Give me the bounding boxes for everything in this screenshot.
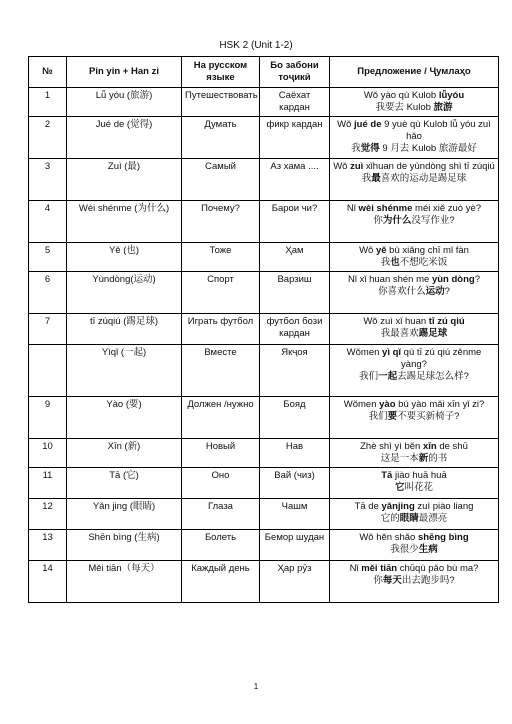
pinyin-cell: Xīn (新) [67, 439, 182, 468]
example-text: 我要去 Kulob [375, 102, 434, 113]
example-pinyin-line [333, 441, 495, 453]
pinyin-cell: Yǎn jing (眼睛) [67, 499, 182, 530]
table-header-row [29, 57, 499, 88]
example-text: 我 [380, 257, 391, 268]
pinyin-cell: tī zúqiú (踢足球) [67, 314, 182, 345]
example-text: Wǒ [337, 119, 355, 130]
row-number: 12 [29, 499, 67, 530]
example-text: Wǒ yào qù Kulob [363, 90, 439, 101]
russian-cell: Вместе [182, 345, 260, 397]
header-russian: На русском языке [182, 57, 260, 88]
table-body [29, 88, 499, 603]
row-number: 4 [29, 201, 67, 243]
example-hanzi-line [333, 411, 495, 423]
highlighted-word: 为什么 [382, 215, 412, 226]
table-row [29, 314, 499, 345]
example-text: 你 [373, 215, 383, 226]
example-cell [330, 117, 499, 159]
table-row [29, 88, 499, 117]
table-row [29, 530, 499, 561]
russian-cell: Почему? [182, 201, 260, 243]
example-text: 你 [373, 575, 383, 586]
example-pinyin-line [333, 203, 495, 215]
row-number [29, 345, 67, 397]
highlighted-word: měi tiān [361, 563, 398, 574]
table-row [29, 345, 499, 397]
highlighted-word: 眼睛 [399, 513, 419, 524]
example-text: Wǒ [333, 161, 351, 172]
highlighted-word: yǎnjing [381, 501, 415, 512]
pinyin-cell: Wèi shénme (为什么) [67, 201, 182, 243]
example-text: 我很少 [390, 544, 419, 555]
example-hanzi-line [333, 215, 495, 227]
highlighted-word: 觉得 [360, 143, 380, 154]
example-cell [330, 499, 499, 530]
highlighted-word: yùn dòng [431, 274, 475, 285]
example-pinyin-line [333, 501, 495, 513]
example-pinyin-line [333, 119, 495, 143]
example-cell [330, 314, 499, 345]
table-row [29, 397, 499, 439]
header-pinyin: Pin yin + Han zi [67, 57, 182, 88]
example-text: 叫花花 [404, 482, 434, 493]
example-text: bú yào mǎi xīn yǐ zi? [395, 399, 485, 410]
example-text: 我 [351, 143, 361, 154]
table-row [29, 243, 499, 272]
highlighted-word: shēng bìng [417, 532, 469, 543]
russian-cell: Глаза [182, 499, 260, 530]
pinyin-cell: Jué de (觉得) [67, 117, 182, 159]
row-number: 11 [29, 468, 67, 499]
tajik-cell: Якҷоя [260, 345, 330, 397]
table-row [29, 117, 499, 159]
tajik-cell: Барои чи? [260, 201, 330, 243]
tajik-cell: Нав [260, 439, 330, 468]
row-number: 10 [29, 439, 67, 468]
highlighted-word: jué de [354, 119, 382, 130]
russian-cell: Болеть [182, 530, 260, 561]
row-number: 9 [29, 397, 67, 439]
example-pinyin-line [333, 316, 495, 328]
tajik-cell: Саёхат кардан [260, 88, 330, 117]
example-hanzi-line [333, 575, 495, 587]
example-text: 它的 [380, 513, 400, 524]
example-text: chūqù pǎo bù ma? [397, 563, 479, 574]
tajik-cell: футбол бози кардан [260, 314, 330, 345]
example-text: méi xiě zuò yè? [412, 203, 482, 214]
russian-cell: Оно [182, 468, 260, 499]
highlighted-word: 每天 [382, 575, 402, 586]
example-text: Nǐ [349, 563, 362, 574]
example-text: 我 [361, 173, 372, 184]
example-cell [330, 88, 499, 117]
highlighted-word: yào [379, 399, 396, 410]
example-hanzi-line [333, 102, 495, 114]
pinyin-cell: Yě (也) [67, 243, 182, 272]
example-text: 不要买新椅子? [397, 411, 460, 422]
table-row [29, 159, 499, 201]
tajik-cell: Ҳам [260, 243, 330, 272]
example-pinyin-line [333, 563, 495, 575]
example-text: Wǒmen [343, 399, 380, 410]
example-text: 我最喜欢 [380, 328, 419, 339]
pinyin-cell: Yùndòng(运动) [67, 272, 182, 314]
row-number: 3 [29, 159, 67, 201]
example-text: qù tī zú qiú zěnme yàng? [401, 347, 482, 370]
example-text: de shū [436, 441, 468, 452]
highlighted-word: 生病 [418, 544, 438, 555]
example-text: Zhè shì yì běn [360, 441, 423, 452]
example-text: Nǐ [346, 203, 359, 214]
pinyin-cell: Zuì (最) [67, 159, 182, 201]
russian-cell: Каждый день [182, 561, 260, 603]
example-pinyin-line [333, 347, 495, 371]
russian-cell: Играть футбол [182, 314, 260, 345]
example-cell [330, 439, 499, 468]
example-text: 9 yuè qù Kulob lǚ yóu zuì hǎo [381, 119, 491, 142]
example-text: jiào huā huā [392, 470, 447, 481]
highlighted-word: yě [375, 245, 387, 256]
example-cell [330, 201, 499, 243]
example-text: 出去跑步吗? [401, 575, 455, 586]
example-pinyin-line [333, 274, 495, 286]
table-row [29, 201, 499, 243]
example-pinyin-line [333, 399, 495, 411]
example-pinyin-line [333, 161, 495, 173]
highlighted-word: 一起 [378, 371, 398, 382]
example-text: 你喜欢什么 [378, 286, 426, 297]
example-text: Wǒ hěn shǎo [359, 532, 418, 543]
russian-cell: Тоже [182, 243, 260, 272]
example-cell [330, 468, 499, 499]
example-pinyin-line [333, 532, 495, 544]
example-cell [330, 397, 499, 439]
pinyin-cell: Lǚ yóu (旅游) [67, 88, 182, 117]
example-text: 最漂亮 [418, 513, 448, 524]
highlighted-word: Tā [381, 470, 393, 481]
highlighted-word: tī zú qiú [428, 316, 465, 327]
example-text: zuì piào liang [414, 501, 474, 512]
table-row [29, 561, 499, 603]
example-text: 不想吃米饭 [399, 257, 448, 268]
row-number: 1 [29, 88, 67, 117]
example-cell [330, 561, 499, 603]
header-number: № [29, 57, 67, 88]
example-pinyin-line [333, 470, 495, 482]
example-cell [330, 530, 499, 561]
russian-cell: Думать [182, 117, 260, 159]
highlighted-word: 要 [387, 411, 398, 422]
pinyin-cell: Měi tiān（每天） [67, 561, 182, 603]
pinyin-cell: Tā (它) [67, 468, 182, 499]
highlighted-word: wèi shénme [358, 203, 413, 214]
pinyin-cell: Yìqǐ (一起) [67, 345, 182, 397]
example-hanzi-line [333, 257, 495, 269]
row-number: 2 [29, 117, 67, 159]
tajik-cell: Варзиш [260, 272, 330, 314]
tajik-cell: Вай (чиз) [260, 468, 330, 499]
example-text: xǐhuan de yùndòng shì tī zúqiú [363, 161, 495, 172]
russian-cell: Новый [182, 439, 260, 468]
header-sentence: Предложение / Ҷумлаҳо [330, 57, 499, 88]
example-hanzi-line [333, 544, 495, 556]
example-cell [330, 243, 499, 272]
example-text: Wǒmen [346, 347, 383, 358]
highlighted-word: 运动 [425, 286, 445, 297]
pinyin-cell: Shēn bìng (生病) [67, 530, 182, 561]
table-row [29, 468, 499, 499]
example-text: 这是一本 [380, 453, 419, 464]
example-text: ? [474, 274, 480, 285]
example-text: bù xiǎng chī mǐ fàn [386, 245, 469, 256]
example-hanzi-line [333, 286, 495, 298]
example-text: 没写作业? [411, 215, 455, 226]
pinyin-cell: Yào (要) [67, 397, 182, 439]
highlighted-word: zuì [350, 161, 364, 172]
tajik-cell: Аз хама .... [260, 159, 330, 201]
highlighted-word: 旅游 [433, 102, 453, 113]
table-row [29, 439, 499, 468]
example-text: Tā de [354, 501, 382, 512]
example-hanzi-line [333, 143, 495, 155]
example-text: 喜欢的运动是踢足球 [380, 173, 467, 184]
table-row [29, 272, 499, 314]
example-text: 我们 [368, 411, 388, 422]
page-number: 1 [253, 682, 259, 691]
row-number: 5 [29, 243, 67, 272]
example-text: 9 月去 Kulob 旅游最好 [379, 143, 477, 154]
tajik-cell: Ҳар рӯз [260, 561, 330, 603]
highlighted-word: 最 [371, 173, 381, 184]
table-row [29, 499, 499, 530]
example-hanzi-line [333, 328, 495, 340]
example-hanzi-line [333, 371, 495, 383]
example-hanzi-line [333, 513, 495, 525]
example-cell [330, 345, 499, 397]
highlighted-word: 它 [394, 482, 405, 493]
example-pinyin-line [333, 90, 495, 102]
example-cell [330, 272, 499, 314]
example-text: 我们 [359, 371, 379, 382]
example-text: 的书 [428, 453, 448, 464]
tajik-cell: Бояд [260, 397, 330, 439]
example-text: ? [444, 286, 450, 297]
highlighted-word: lǚyóu [438, 90, 465, 101]
row-number: 7 [29, 314, 67, 345]
example-cell [330, 159, 499, 201]
highlighted-word: yì qǐ [382, 347, 402, 358]
russian-cell: Спорт [182, 272, 260, 314]
highlighted-word: 踢足球 [418, 328, 448, 339]
document-title: HSK 2 (Unit 1-2) [219, 40, 293, 51]
example-text: Nǐ xǐ huan shén me [347, 274, 432, 285]
example-hanzi-line [333, 482, 495, 494]
highlighted-word: 也 [390, 257, 400, 268]
russian-cell: Должен /нужно [182, 397, 260, 439]
russian-cell: Путешествовать [182, 88, 260, 117]
russian-cell: Самый [182, 159, 260, 201]
example-text: Wǒ [359, 245, 376, 256]
example-text: Wǒ zuì xǐ huan [363, 316, 429, 327]
example-hanzi-line [333, 453, 495, 465]
example-text: 去踢足球怎么样? [397, 371, 469, 382]
highlighted-word: 新 [418, 453, 429, 464]
row-number: 6 [29, 272, 67, 314]
tajik-cell: фикр кардан [260, 117, 330, 159]
tajik-cell: Чашм [260, 499, 330, 530]
example-hanzi-line [333, 173, 495, 185]
highlighted-word: xīn [422, 441, 437, 452]
example-pinyin-line [333, 245, 495, 257]
tajik-cell: Бемор шудан [260, 530, 330, 561]
row-number: 14 [29, 561, 67, 603]
header-tajik: Бо забони тоҷикӣ [260, 57, 330, 88]
row-number: 13 [29, 530, 67, 561]
vocabulary-table [28, 56, 499, 603]
